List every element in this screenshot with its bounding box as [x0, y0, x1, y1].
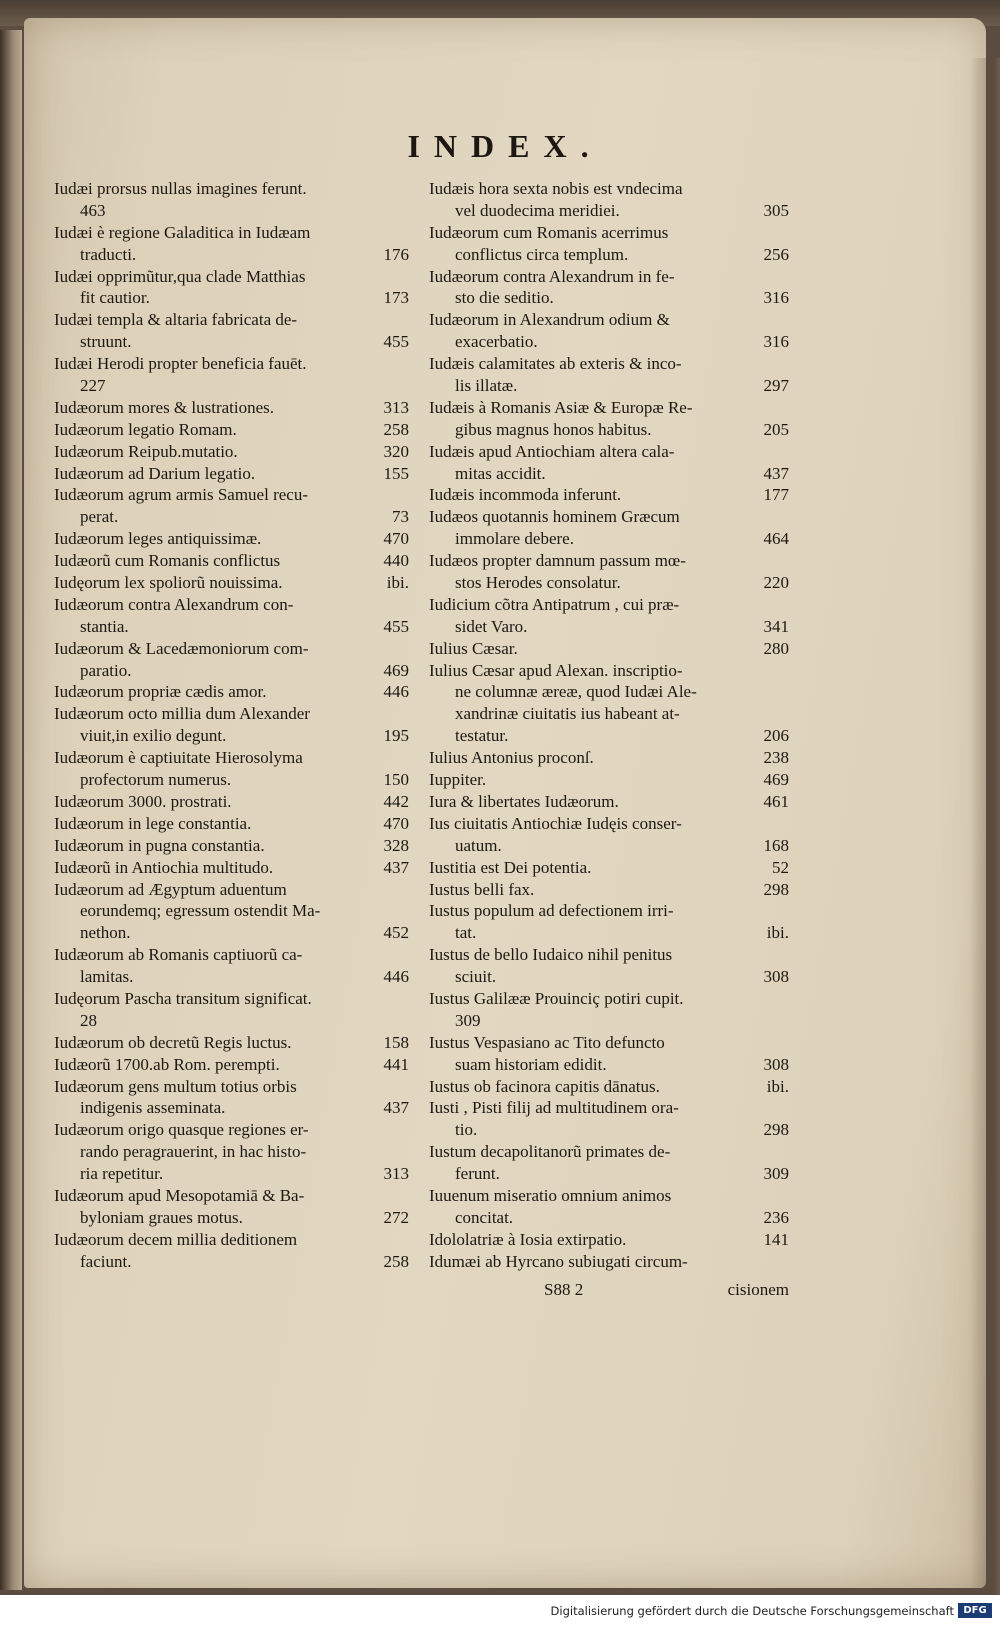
right-entry-line [429, 441, 789, 463]
entry-text: Iudæorũ 1700.ab Rom. perempti. [54, 1054, 280, 1074]
page-reference: 258 [383, 419, 409, 439]
left-entry-line [54, 441, 409, 463]
left-entry-line [54, 353, 409, 375]
page-reference: 446 [383, 967, 409, 987]
entry-text: 463 [80, 200, 106, 220]
entry-text: vel duodecima meridiei. [455, 200, 620, 220]
entry-text: Iura & libertates Iudæorum. [429, 791, 619, 811]
right-entry-line [429, 835, 789, 857]
page-reference: 316 [763, 288, 789, 308]
right-entry-line [429, 287, 789, 309]
entry-text: tat. [455, 923, 477, 943]
entry-text: Iustus Vespasiano ac Tito defuncto [429, 1032, 665, 1052]
funding-credit: Digitalisierung gefördert durch die Deutsche Forschungsgemeinschaft [550, 1604, 954, 1618]
entry-text: Iudæos propter damnum passum mœ- [429, 551, 686, 571]
entry-text: gibus magnus honos habitus. [455, 419, 652, 439]
entry-text: Iudæorum 3000. prostrati. [54, 791, 232, 811]
entry-text: Iudæis à Romanis Asiæ & Europæ Re- [429, 397, 693, 417]
page-reference: 272 [383, 1207, 409, 1227]
entry-text: Iudæi Herodi propter beneficia fauēt. [54, 354, 307, 374]
left-entry-line [54, 835, 409, 857]
entry-text: xandrinæ ciuitatis ius habeant at- [455, 704, 680, 724]
right-entry-line [429, 813, 789, 835]
page-reference: 238 [763, 748, 789, 768]
entry-text: Iudæorum gens multum totius orbis [54, 1076, 297, 1096]
right-entry-line [429, 922, 789, 944]
right-entry-line [429, 857, 789, 879]
right-entry-line [429, 638, 789, 660]
right-entry-line [429, 616, 789, 638]
entry-text: Iudæorum ad Ægyptum aduentum [54, 879, 287, 899]
page-reference: 469 [763, 770, 789, 790]
entry-text: eorundemq; egressum ostendit Ma- [80, 901, 321, 921]
page-reference: 176 [383, 244, 409, 264]
left-entry-line [54, 900, 409, 922]
right-entry-line [429, 266, 789, 288]
entry-text: Iudæorum octo millia dum Alexander [54, 704, 310, 724]
page-reference: ibi. [766, 923, 789, 943]
page-reference: 461 [763, 791, 789, 811]
entry-text: sciuit. [455, 967, 497, 987]
left-entry-line [54, 703, 409, 725]
entry-text: Iudæi opprimũtur,qua clade Matthias [54, 266, 306, 286]
entry-text: Iudicium cõtra Antipatrum , cui præ- [429, 594, 680, 614]
entry-text: Iustus belli fax. [429, 879, 535, 899]
entry-text: tio. [455, 1120, 478, 1140]
entry-text: nethon. [80, 923, 131, 943]
left-entry-line [54, 879, 409, 901]
entry-text: sidet Varo. [455, 616, 528, 636]
entry-text: Iudæorum ad Darium legatio. [54, 463, 256, 483]
page-reference: 442 [383, 791, 409, 811]
right-entry-line [429, 550, 789, 572]
page-reference: 320 [383, 441, 409, 461]
page-reference: 195 [383, 726, 409, 746]
left-entry-line [54, 266, 409, 288]
entry-text: ria repetitur. [80, 1164, 164, 1184]
entry-text: ne columnæ æreæ, quod Iudæi Ale- [455, 682, 697, 702]
entry-text: struunt. [80, 332, 132, 352]
left-entry-line [54, 616, 409, 638]
right-entry-line [429, 681, 789, 703]
page-reference: 464 [763, 529, 789, 549]
entry-text: Ius ciuitatis Antiochiæ Iudęis conser- [429, 813, 682, 833]
entry-text: Iudæorũ in Antiochia multitudo. [54, 857, 274, 877]
entry-text: Iudæi prorsus nullas imagines ferunt. [54, 179, 307, 198]
page-reference: 73 [392, 507, 409, 527]
previous-page-edge [0, 30, 22, 1590]
entry-text: indigenis asseminata. [80, 1098, 226, 1118]
left-entry-line [54, 1163, 409, 1185]
page-reference: 316 [763, 332, 789, 352]
entry-text: conflictus circa templum. [455, 244, 629, 264]
entry-text: Iudæorum legatio Romam. [54, 419, 237, 439]
right-entry-line [429, 484, 789, 506]
right-entry-line [429, 594, 789, 616]
entry-text: ferunt. [455, 1164, 500, 1184]
entry-text: Iudæorum ob decretũ Regis luctus. [54, 1032, 292, 1052]
page-reference: 236 [763, 1207, 789, 1227]
right-entry-line [429, 572, 789, 594]
left-entry-line [54, 681, 409, 703]
entry-text: Iudęorum lex spoliorũ nouissima. [54, 573, 283, 593]
entry-text: Iuuenum miseratio omnium animos [429, 1185, 672, 1205]
entry-text: Iudæorum è captiuitate Hierosolyma [54, 748, 303, 768]
left-entry-line [54, 944, 409, 966]
entry-text: stos Herodes consolatur. [455, 573, 621, 593]
page-reference: 206 [763, 726, 789, 746]
page-reference: 298 [763, 1120, 789, 1140]
page-reference: 437 [763, 463, 789, 483]
page-reference: 470 [383, 813, 409, 833]
left-entry-line [54, 484, 409, 506]
page-fore-edge [970, 58, 1000, 1595]
right-entry-line [429, 1185, 789, 1207]
left-entry-line [54, 1032, 409, 1054]
entry-text: Iustus Galilææ Prouinciç potiri cupit. [429, 988, 684, 1008]
left-entry-line [54, 813, 409, 835]
right-entry-line [429, 879, 789, 901]
digitization-footer [0, 1595, 1000, 1627]
left-entry-line [54, 331, 409, 353]
page-reference: 308 [763, 967, 789, 987]
page-header: INDEX. [407, 128, 603, 164]
entry-text: Iudæorum in pugna constantia. [54, 835, 265, 855]
page-reference: 309 [763, 1164, 789, 1184]
left-entry-line [54, 528, 409, 550]
index-column-right [429, 178, 789, 1273]
left-entry-line [54, 463, 409, 485]
dfg-logo: DFG [958, 1603, 992, 1618]
entry-text: 28 [80, 1010, 97, 1030]
page-reference: 205 [763, 419, 789, 439]
page-reference: 297 [763, 376, 789, 396]
right-entry-line [429, 1207, 789, 1229]
entry-text: Iudæorum agrum armis Samuel recu- [54, 485, 308, 505]
entry-text: Iudæos quotannis hominem Græcum [429, 507, 680, 527]
right-entry-line [429, 1229, 789, 1251]
left-entry-line [54, 397, 409, 419]
left-entry-line [54, 506, 409, 528]
right-entry-line [429, 244, 789, 266]
page-reference: 437 [383, 857, 409, 877]
left-entry-line [54, 1207, 409, 1229]
entry-text: viuit,in exilio degunt. [80, 726, 227, 746]
entry-text: sto die seditio. [455, 288, 554, 308]
entry-text: Iulius Cæsar apud Alexan. inscriptio- [429, 660, 683, 680]
left-entry-line [54, 988, 409, 1010]
page-reference: 168 [763, 835, 789, 855]
entry-text: traducti. [80, 244, 137, 264]
entry-text: Iudæorum in lege constantia. [54, 813, 252, 833]
entry-text: Iudæis apud Antiochiam altera cala- [429, 441, 675, 461]
left-entry-line [54, 309, 409, 331]
entry-text: Iudæorum Reipub.mutatio. [54, 441, 238, 461]
left-entry-line [54, 244, 409, 266]
right-entry-line [429, 944, 789, 966]
left-entry-line [54, 1097, 409, 1119]
entry-text: Iudęorum Pascha transitum significat. [54, 988, 312, 1008]
right-entry-line [429, 397, 789, 419]
entry-text: Iudæorum origo quasque regiones er- [54, 1120, 309, 1140]
entry-text: concitat. [455, 1207, 514, 1227]
entry-text: faciunt. [80, 1251, 132, 1271]
left-entry-line [54, 747, 409, 769]
entry-text: byloniam graues motus. [80, 1207, 243, 1227]
entry-text: immolare debere. [455, 529, 574, 549]
right-entry-line [429, 1097, 789, 1119]
entry-text: Iudæis hora sexta nobis est vndecima [429, 179, 683, 198]
entry-text: Iudæorum propriæ cædis amor. [54, 682, 267, 702]
entry-text: Iustus de bello Iudaico nihil penitus [429, 945, 673, 965]
right-entry-line [429, 309, 789, 331]
entry-text: rando peragrauerint, in hac histo- [80, 1142, 307, 1162]
entry-text: Iulius Antonius proconſ. [429, 748, 594, 768]
left-entry-line [54, 200, 409, 222]
entry-text: Iustus ob facinora capitis dānatus. [429, 1076, 660, 1096]
left-entry-line [54, 1229, 409, 1251]
left-entry-line [54, 572, 409, 594]
page-reference: 313 [383, 397, 409, 417]
page-reference: 440 [383, 551, 409, 571]
signature-mark: S88 2 [544, 1280, 584, 1299]
left-entry-line [54, 1119, 409, 1141]
entry-text: testatur. [455, 726, 509, 746]
entry-text: Iustum decapolitanorũ primates de- [429, 1142, 671, 1162]
right-entry-line [429, 769, 789, 791]
right-entry-line [429, 660, 789, 682]
catchline [429, 1280, 789, 1302]
right-entry-line [429, 988, 789, 1010]
entry-text: perat. [80, 507, 119, 527]
left-entry-line [54, 660, 409, 682]
entry-text: Iudæorum contra Alexandrum in fe- [429, 266, 675, 286]
entry-text: Iusti , Pisti filij ad multitudinem ora- [429, 1098, 679, 1118]
entry-text: 309 [455, 1010, 481, 1030]
page-reference: 437 [383, 1098, 409, 1118]
page-reference: 52 [772, 857, 789, 877]
entry-text: Iudæorum contra Alexandrum con- [54, 594, 294, 614]
book-page [24, 18, 986, 1588]
page-reference: 341 [763, 616, 789, 636]
right-entry-line [429, 966, 789, 988]
entry-text: Iudæi templa & altaria fabricata de- [54, 310, 298, 330]
page-reference: 455 [383, 616, 409, 636]
left-entry-line [54, 222, 409, 244]
entry-text: Iudæi è regione Galaditica in Iudæam [54, 222, 311, 242]
entry-text: stantia. [80, 616, 129, 636]
left-entry-line [54, 1185, 409, 1207]
right-entry-line [429, 747, 789, 769]
entry-text: Iudæorum & Lacedæmoniorum com- [54, 638, 309, 658]
page-reference: 455 [383, 332, 409, 352]
left-entry-line [54, 1141, 409, 1163]
left-entry-line [54, 375, 409, 397]
right-entry-line [429, 900, 789, 922]
page-reference: 150 [383, 770, 409, 790]
page-reference: ibi. [766, 1076, 789, 1096]
page-reference: 469 [383, 660, 409, 680]
right-entry-line [429, 222, 789, 244]
entry-text: Iudæorũ cum Romanis conflictus [54, 551, 281, 571]
right-entry-line [429, 353, 789, 375]
entry-text: profectorum numerus. [80, 770, 232, 790]
right-entry-line [429, 463, 789, 485]
entry-text: lamitas. [80, 967, 134, 987]
entry-text: exacerbatio. [455, 332, 538, 352]
right-entry-line [429, 1010, 789, 1032]
right-entry-line [429, 331, 789, 353]
page-reference: 158 [383, 1032, 409, 1052]
page-reference: 470 [383, 529, 409, 549]
page-reference: ibi. [386, 573, 409, 593]
entry-text: suam historiam edidit. [455, 1054, 607, 1074]
entry-text: Iudæorum ab Romanis captiuorũ ca- [54, 945, 303, 965]
right-entry-line [429, 178, 789, 200]
left-entry-line [54, 922, 409, 944]
page-reference: 452 [383, 923, 409, 943]
right-entry-line [429, 1163, 789, 1185]
page-reference: 177 [763, 485, 789, 505]
entry-text: Iudæorum cum Romanis acerrimus [429, 222, 669, 242]
page-reference: 308 [763, 1054, 789, 1074]
entry-text: uatum. [455, 835, 502, 855]
page-reference: 313 [383, 1164, 409, 1184]
left-entry-line [54, 791, 409, 813]
left-entry-line [54, 594, 409, 616]
entry-text: lis illatæ. [455, 376, 518, 396]
right-entry-line [429, 725, 789, 747]
entry-text: mitas accidit. [455, 463, 546, 483]
entry-text: Iudæorum leges antiquissimæ. [54, 529, 262, 549]
entry-text: Iustus populum ad defectionem irri- [429, 901, 674, 921]
page-reference: 173 [383, 288, 409, 308]
entry-text: Iudæis calamitates ab exteris & inco- [429, 354, 682, 374]
page-reference: 280 [763, 638, 789, 658]
left-entry-line [54, 725, 409, 747]
right-entry-line [429, 1119, 789, 1141]
entry-text: Iudæorum apud Mesopotamiā & Ba- [54, 1185, 305, 1205]
entry-text: Idololatriæ à Iosia extirpatio. [429, 1229, 627, 1249]
page-reference: 441 [383, 1054, 409, 1074]
page-reference: 220 [763, 573, 789, 593]
entry-text: Iudæorum in Alexandrum odium & [429, 310, 670, 330]
entry-text: Iudæis incommoda inferunt. [429, 485, 622, 505]
left-entry-line [54, 1076, 409, 1098]
entry-text: Idumæi ab Hyrcano subiugati circum- [429, 1251, 688, 1271]
right-entry-line [429, 1251, 789, 1273]
right-entry-line [429, 1141, 789, 1163]
index-column-left [54, 178, 409, 1273]
right-entry-line [429, 375, 789, 397]
entry-text: fit cautior. [80, 288, 150, 308]
left-entry-line [54, 287, 409, 309]
right-entry-line [429, 791, 789, 813]
left-entry-line [54, 769, 409, 791]
left-entry-line [54, 966, 409, 988]
page-reference: 258 [383, 1251, 409, 1271]
page-reference: 298 [763, 879, 789, 899]
left-entry-line [54, 857, 409, 879]
left-entry-line [54, 550, 409, 572]
left-entry-line [54, 638, 409, 660]
left-entry-line [54, 1251, 409, 1273]
right-entry-line [429, 200, 789, 222]
right-entry-line [429, 703, 789, 725]
page-reference: 328 [383, 835, 409, 855]
right-entry-line [429, 419, 789, 441]
right-entry-line [429, 1076, 789, 1098]
entry-text: Iulius Cæsar. [429, 638, 518, 658]
page-reference: 256 [763, 244, 789, 264]
entry-text: Iuppiter. [429, 770, 487, 790]
right-entry-line [429, 1032, 789, 1054]
left-entry-line [54, 419, 409, 441]
entry-text: Iudæorum mores & lustrationes. [54, 397, 275, 417]
left-entry-line [54, 178, 409, 200]
catchword: cisionem [727, 1280, 789, 1299]
right-entry-line [429, 1054, 789, 1076]
right-entry-line [429, 528, 789, 550]
entry-text: Iudæorum decem millia deditionem [54, 1229, 298, 1249]
page-reference: 155 [383, 463, 409, 483]
page-reference: 446 [383, 682, 409, 702]
left-entry-line [54, 1010, 409, 1032]
right-entry-line [429, 506, 789, 528]
page-reference: 305 [763, 200, 789, 220]
left-entry-line [54, 1054, 409, 1076]
page-reference: 141 [763, 1229, 789, 1249]
entry-text: 227 [80, 376, 106, 396]
entry-text: paratio. [80, 660, 132, 680]
entry-text: Iustitia est Dei potentia. [429, 857, 592, 877]
